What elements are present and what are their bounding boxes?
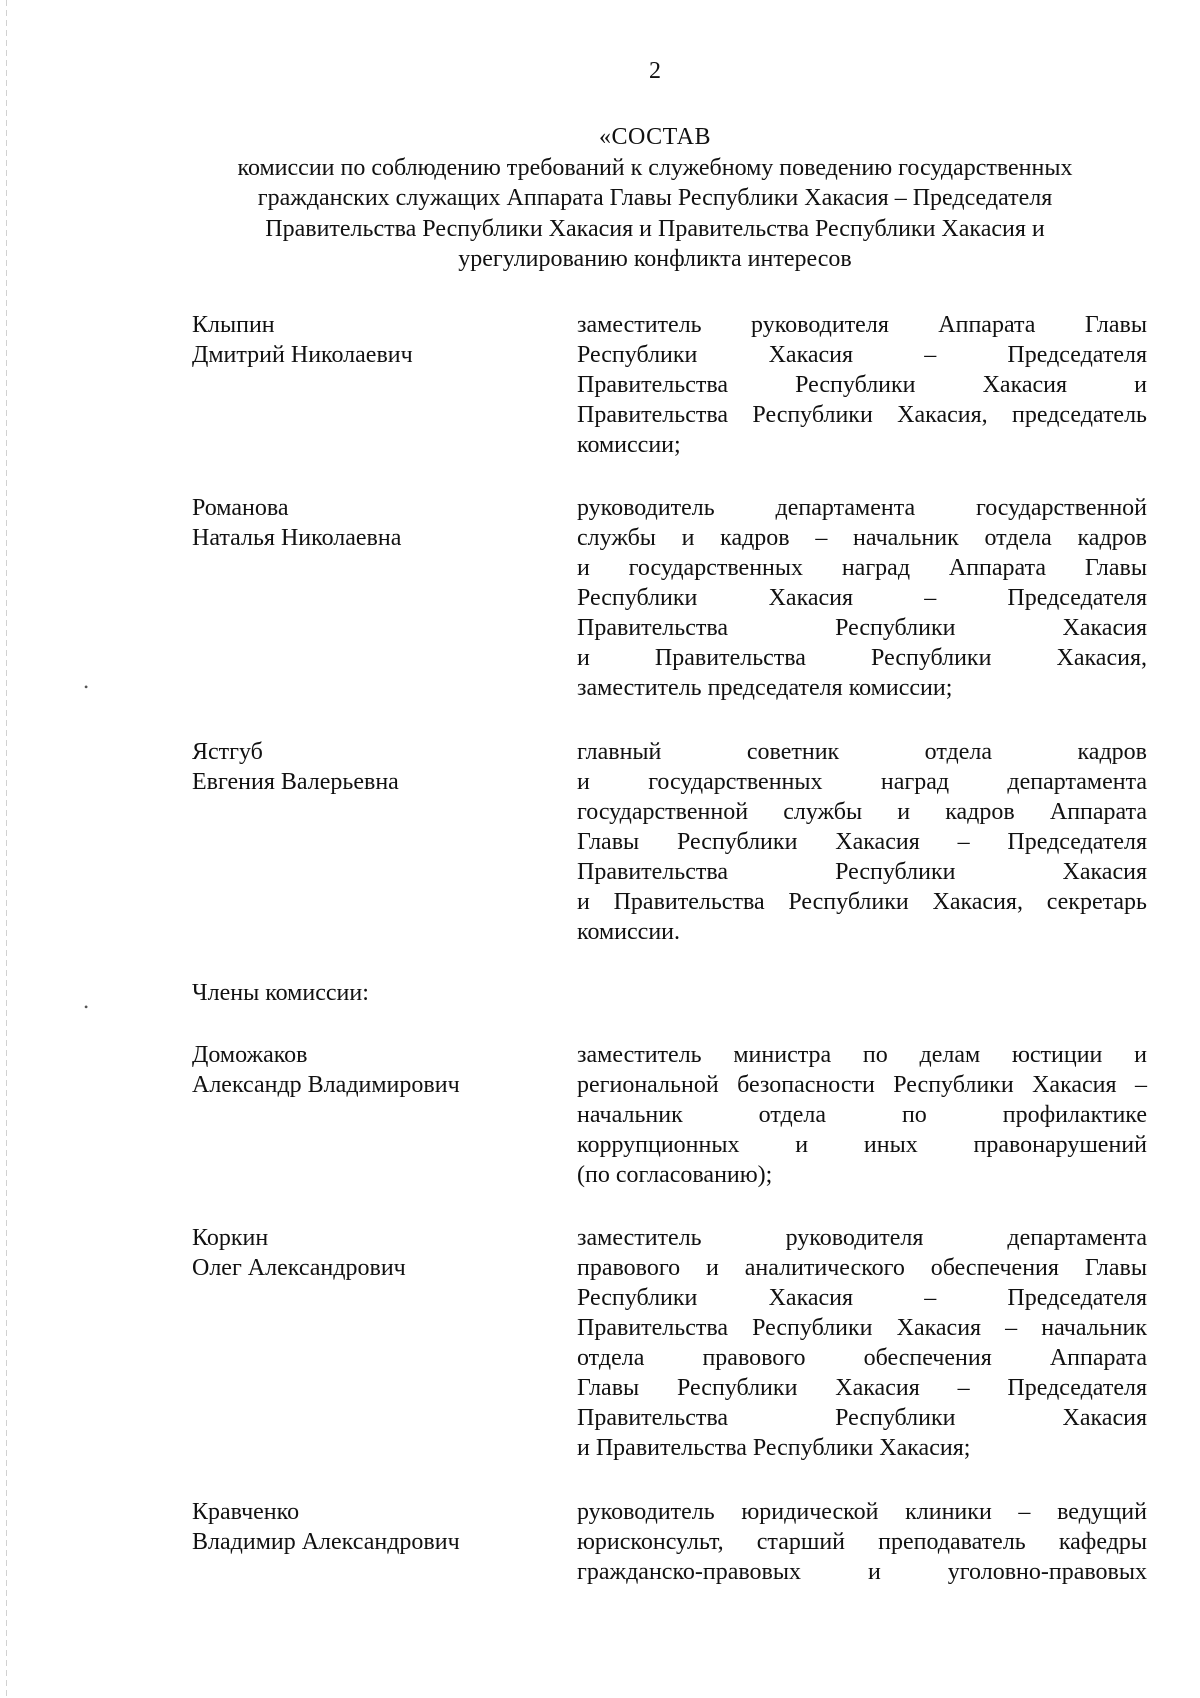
member-position (577, 1497, 1147, 1587)
position-line: региональной безопасности Республики Хакасия – (577, 1072, 1147, 1098)
member-position (577, 1223, 1147, 1463)
member-given-name: Дмитрий Николаевич (192, 342, 413, 368)
member-position (577, 310, 1147, 460)
document-title (150, 122, 1160, 275)
position-line: Главы Республики Хакасия – Председателя (577, 829, 1147, 855)
position-line: заместитель руководителя департамента (577, 1225, 1147, 1251)
position-line: заместитель министра по делам юстиции и (577, 1042, 1147, 1068)
position-line: Правительства Республики Хакасия (577, 615, 1147, 641)
title-line: Правительства Республики Хакасия и Правительства Республики Хакасия и (265, 215, 1045, 242)
member-name (192, 1497, 552, 1557)
position-line: заместитель председателя комиссии; (577, 675, 953, 701)
member-name (192, 310, 552, 370)
position-line: начальник отдела по профилактике (577, 1102, 1147, 1128)
position-line: комиссии. (577, 919, 681, 945)
member-surname: Доможаков (192, 1042, 308, 1068)
position-line: и Правительства Республики Хакасия; (577, 1435, 971, 1461)
position-line: Правительства Республики Хакасия – начальник (577, 1315, 1147, 1341)
position-line: Правительства Республики Хакасия (577, 1405, 1147, 1431)
member-name (192, 1040, 552, 1100)
title-line: урегулированию конфликта интересов (458, 246, 852, 272)
position-line: (по согласованию); (577, 1162, 773, 1188)
member-given-name: Александр Владимирович (192, 1072, 460, 1098)
position-line: отдела правового обеспечения Аппарата (577, 1345, 1147, 1371)
title-heading: «СОСТАВ (599, 124, 711, 150)
position-line: Правительства Республики Хакасия, председатель (577, 402, 1147, 428)
position-line: Республики Хакасия – Председателя (577, 1285, 1147, 1311)
member-name (192, 1223, 552, 1283)
title-line: комиссии по соблюдению требований к служебному поведению государственных (237, 154, 1073, 181)
position-line: руководитель департамента государственной (577, 495, 1147, 521)
member-surname: Ястгуб (192, 739, 263, 765)
member-given-name: Евгения Валерьевна (192, 769, 399, 795)
member-surname: Романова (192, 495, 289, 521)
scan-edge-artifact (6, 0, 7, 1698)
position-line: юрисконсульт, старший преподаватель кафедры (577, 1529, 1147, 1555)
position-line: комиссии; (577, 432, 681, 458)
scan-speck: • (84, 1000, 89, 1014)
title-line: гражданских служащих Аппарата Главы Республики Хакасия – Председателя (257, 185, 1053, 211)
position-line: правового и аналитического обеспечения Главы (577, 1255, 1147, 1281)
scan-speck: • (84, 680, 89, 694)
member-given-name: Владимир Александрович (192, 1529, 460, 1555)
position-line: гражданско-правовых и уголовно-правовых (577, 1559, 1147, 1585)
position-line: и государственных наград департамента (577, 769, 1147, 795)
position-line: главный советник отдела кадров (577, 739, 1147, 765)
position-line: Республики Хакасия – Председателя (577, 342, 1147, 368)
member-surname: Кравченко (192, 1499, 300, 1525)
position-line: Правительства Республики Хакасия и (577, 372, 1147, 398)
page-number: 2 (649, 58, 661, 84)
position-line: государственной службы и кадров Аппарата (577, 799, 1147, 825)
member-name (192, 737, 552, 797)
position-line: руководитель юридической клиники – ведущий (577, 1499, 1147, 1525)
members-heading: Члены комиссии: (192, 980, 369, 1006)
member-surname: Коркин (192, 1225, 269, 1251)
member-position (577, 737, 1147, 947)
position-line: Главы Республики Хакасия – Председателя (577, 1375, 1147, 1401)
member-position (577, 493, 1147, 703)
member-name (192, 493, 552, 553)
position-line: и Правительства Республики Хакасия, (577, 645, 1147, 671)
position-line: службы и кадров – начальник отдела кадров (577, 525, 1147, 551)
position-line: и государственных наград Аппарата Главы (577, 555, 1147, 581)
member-position (577, 1040, 1147, 1190)
position-line: и Правительства Республики Хакасия, секретарь (577, 889, 1147, 915)
member-surname: Клыпин (192, 312, 275, 338)
member-given-name: Олег Александрович (192, 1255, 406, 1281)
position-line: заместитель руководителя Аппарата Главы (577, 312, 1147, 338)
member-given-name: Наталья Николаевна (192, 525, 402, 551)
position-line: Правительства Республики Хакасия (577, 859, 1147, 885)
position-line: коррупционных и иных правонарушений (577, 1132, 1147, 1158)
position-line: Республики Хакасия – Председателя (577, 585, 1147, 611)
